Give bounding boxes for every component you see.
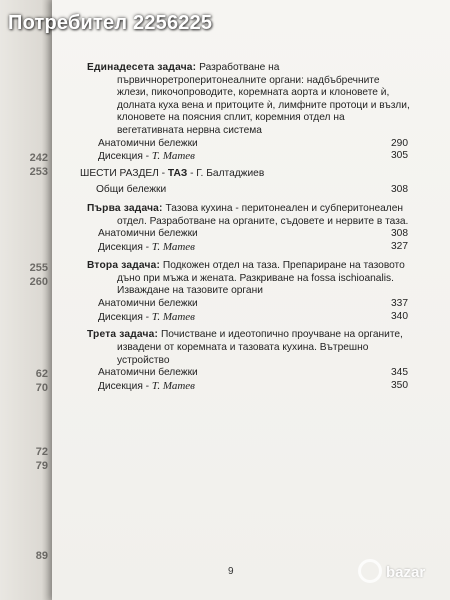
edge-number: 253 [29, 166, 48, 178]
edge-number: 242 [29, 152, 48, 164]
toc-row-title [98, 150, 195, 164]
toc-page-number: 350 [391, 379, 408, 391]
author-name: Т. Матев [151, 241, 195, 254]
task-description: Почистване и идеотопично проучване на органите, извадени от коремната и тазовата кухина. Вътрешно устройство [117, 329, 403, 366]
toc-entry-task-11 [52, 62, 450, 138]
task-label: Втора задача: [87, 259, 161, 271]
toc-row [52, 311, 450, 324]
toc-row [52, 150, 450, 163]
section-author: - Г. Балтаджиев [187, 168, 265, 180]
user-watermark: Потребител 2256225 [8, 12, 213, 34]
task-description: Тазова кухина - перитонеален и субперитонеален отдел. Разработване на органите, съдовете и нервите в таза. [117, 203, 409, 227]
toc-row-title [98, 380, 195, 394]
author-name: Т. Матев [151, 150, 195, 163]
dissection-label: Дисекция - [98, 311, 152, 323]
toc-page-number: 345 [391, 367, 408, 379]
logo-text: bazar [386, 564, 426, 581]
table-of-contents [52, 62, 450, 393]
toc-page-number: 308 [391, 228, 408, 240]
toc-row-title: Анатомични бележки [98, 297, 198, 309]
section-prefix: ШЕСТИ РАЗДЕЛ - [80, 168, 168, 180]
toc-row [52, 241, 450, 254]
toc-page-number: 308 [391, 184, 408, 196]
toc-entry-task-1 [52, 203, 450, 228]
toc-entry-task-2 [52, 260, 450, 298]
task-description: Подкожен отдел на таза. Препариране на тазовото дъно при мъжа и жената. Разкриване на fossa ischioanalis. Изваждане на тазовите органи [117, 259, 405, 297]
toc-row [52, 228, 450, 241]
edge-number: 79 [35, 460, 48, 472]
toc-page-number: 305 [391, 150, 408, 162]
dissection-label: Дисекция - [98, 151, 152, 163]
edge-number: 62 [35, 368, 48, 380]
toc-row [52, 138, 450, 151]
task-label: Първа задача: [87, 203, 163, 215]
toc-row-title: Анатомични бележки [98, 367, 198, 379]
task-description: Разработване на първичноретроперитонеалните органи: надбъбречните жлези, пикочопроводите, коремната аорта и клоновете ѝ, долната куха вена и притоците ѝ, лимфните протоци и възли, клоновете на поясния сплит, коремния отдел на вегетативната нервна система [117, 62, 410, 136]
toc-row-title: Анатомични бележки [98, 137, 198, 149]
toc-row-title [98, 241, 195, 255]
toc-row-title [98, 311, 195, 325]
section-heading [52, 168, 450, 181]
edge-number: 255 [29, 262, 48, 274]
previous-page-edge [0, 0, 52, 600]
book-page [52, 0, 450, 600]
author-name: Т. Матев [151, 379, 195, 392]
edge-number: 89 [35, 550, 48, 562]
toc-row-title: Общи бележки [96, 184, 167, 196]
toc-row [52, 380, 450, 393]
bazar-logo [358, 556, 440, 590]
task-label: Трета задача: [87, 329, 159, 341]
edge-number: 72 [35, 446, 48, 458]
edge-number: 260 [29, 276, 48, 288]
logo-ring-icon [358, 559, 382, 583]
dissection-label: Дисекция - [98, 380, 152, 392]
toc-row [52, 184, 450, 197]
toc-page-number: 340 [391, 310, 408, 322]
edge-number: 70 [35, 382, 48, 394]
toc-row [52, 298, 450, 311]
dissection-label: Дисекция - [98, 242, 152, 254]
toc-entry-task-3 [52, 329, 450, 367]
section-title [80, 168, 264, 181]
toc-page-number: 290 [391, 137, 408, 149]
toc-row [52, 367, 450, 380]
toc-row-title: Анатомични бележки [98, 228, 198, 240]
toc-page-number: 337 [391, 297, 408, 309]
author-name: Т. Матев [151, 310, 195, 323]
page-number: 9 [228, 566, 234, 577]
section-name: ТАЗ [167, 168, 188, 180]
task-label: Единадесета задача: [87, 62, 197, 73]
toc-page-number: 327 [391, 241, 408, 253]
